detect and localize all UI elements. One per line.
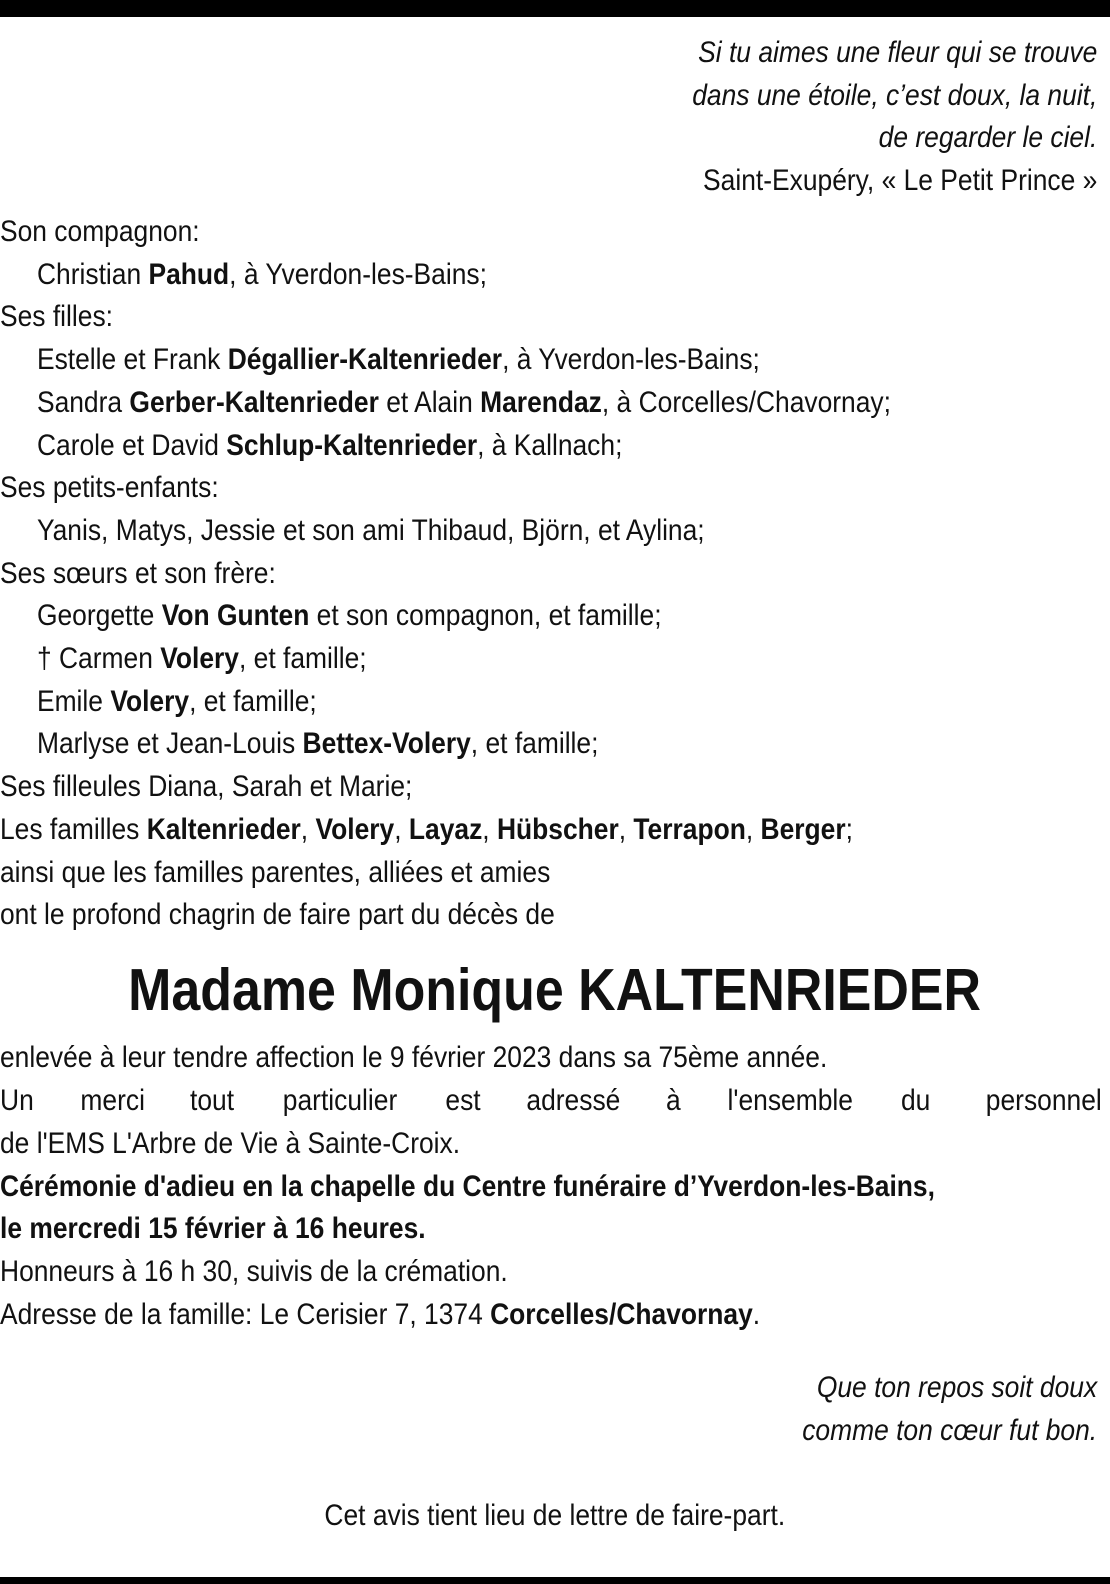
- closing-line: comme ton cœur fut bon.: [802, 1413, 1097, 1447]
- daughter-line: Estelle et Frank Dégallier-Kaltenrieder, à Yverdon-les-Bains;: [36, 343, 760, 377]
- announcement-line: ont le profond chagrin de faire part du décès de: [0, 898, 555, 932]
- thanks-continuation: de l'EMS L'Arbre de Vie à Sainte-Croix.: [0, 1127, 461, 1160]
- sibling-line: † Carmen Volery, et famille;: [36, 642, 367, 676]
- relatives-line: ainsi que les familles parentes, alliées et amies: [0, 855, 551, 889]
- families-line: Les familles Kaltenrieder, Volery, Layaz, Hübscher, Terrapon, Berger;: [0, 812, 853, 846]
- grandchildren-label: Ses petits-enfants:: [0, 471, 219, 505]
- address-line: Adresse de la famille: Le Cerisier 7, 1374 Corcelles/Chavornay.: [0, 1297, 761, 1331]
- ceremony-date-line: le mercredi 15 février à 16 heures.: [0, 1212, 426, 1246]
- epigraph-line: dans une étoile, c’est doux, la nuit,: [691, 78, 1097, 112]
- sibling-line: Georgette Von Gunten et son compagnon, et famille;: [36, 599, 662, 633]
- honours-line: Honneurs à 16 h 30, suivis de la crémation.: [0, 1255, 508, 1289]
- ceremony-line: Cérémonie d'adieu en la chapelle du Centre funéraire d’Yverdon-les-Bains,: [0, 1169, 935, 1203]
- sibling-line: Emile Volery, et famille;: [36, 684, 317, 718]
- daughter-line: Carole et David Schlup-Kaltenrieder, à Kallnach;: [36, 428, 623, 462]
- closing-line: Que ton repos soit doux: [816, 1371, 1097, 1404]
- epigraph-line: Si tu aimes une fleur qui se trouve: [697, 36, 1097, 69]
- closing-verse: [802, 1367, 1097, 1452]
- epigraph-source: Saint-Exupéry, « Le Petit Prince »: [702, 164, 1097, 198]
- companion-line: Christian Pahud, à Yverdon-les-Bains;: [36, 257, 487, 291]
- grandchildren-line: Yanis, Matys, Jessie et son ami Thibaud, Björn, et Aylina;: [36, 513, 705, 547]
- daughters-label: Ses filles:: [0, 300, 113, 334]
- companion-label: Son compagnon:: [0, 215, 200, 248]
- taken-line: enlevée à leur tendre affection le 9 février 2023 dans sa 75ème année.: [0, 1041, 828, 1074]
- sibling-line: Marlyse et Jean-Louis Bettex-Volery, et famille;: [36, 727, 599, 761]
- footer-note: Cet avis tient lieu de lettre de faire-part.: [324, 1499, 786, 1532]
- goddaughters-line: Ses filleules Diana, Sarah et Marie;: [0, 770, 413, 804]
- siblings-label: Ses sœurs et son frère:: [0, 556, 276, 590]
- epigraph: [692, 32, 1097, 203]
- deceased-name: Madame Monique KALTENRIEDER: [128, 957, 982, 1023]
- bottom-rule: [0, 1577, 1110, 1584]
- epigraph-line: de regarder le ciel.: [878, 121, 1097, 155]
- daughter-line: Sandra Gerber-Kaltenrieder et Alain Marendaz, à Corcelles/Chavornay;: [36, 385, 891, 419]
- details-block: [0, 1123, 935, 1337]
- top-rule: [0, 0, 1110, 17]
- family-list: [0, 211, 891, 937]
- thanks-line: Un merci tout particulier est adressé à l'ensemble du personnel: [0, 1084, 1102, 1117]
